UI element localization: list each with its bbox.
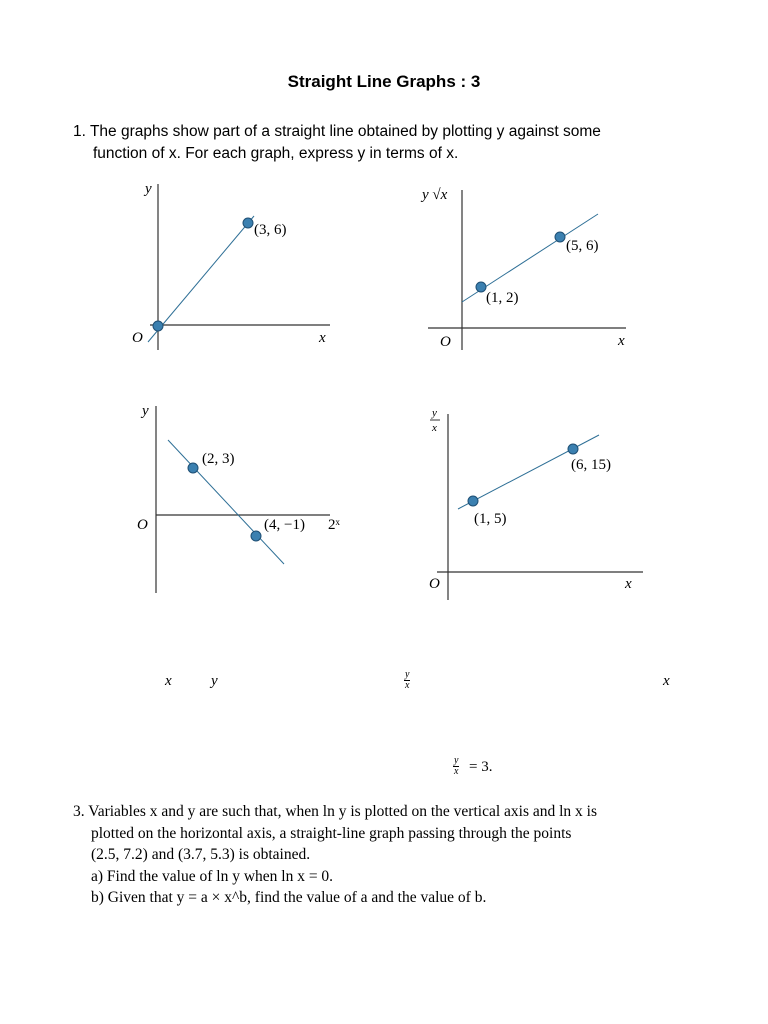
graph-1-line [148,216,254,342]
question-3-part-a: a) Find the value of ln y when ln x = 0. [91,867,334,885]
graph-4-x-label: x [625,576,632,592]
equation-fraction [453,756,459,777]
question-1-line-1: 1. The graphs show part of a straight line obtained by plotting y against some [73,123,601,140]
equation-fraction-den: x [454,766,459,777]
graph-2 [420,182,650,357]
graph-2-point-2-label: (5, 6) [566,238,599,254]
graph-4-y-label-den: x [432,422,437,434]
graph-1-y-label: y [145,181,152,197]
graph-2-point-2 [555,232,565,242]
graph-2-origin-label: O [440,334,451,350]
graph-4 [425,404,665,604]
graph-3-y-label: y [142,403,149,419]
fragment-fraction-num: y [405,669,410,680]
fragment-x-1: x [165,673,172,689]
graph-1 [130,178,350,353]
graph-3-point-2-label: (4, −1) [264,517,305,533]
graph-1-point-origin [153,321,163,331]
graph-3-x-label: 2ˣ [328,517,340,533]
graph-4-point-1 [468,496,478,506]
graph-2-point-1-label: (1, 2) [486,290,519,306]
graph-1-point-1 [243,218,253,228]
question-3-line-2: plotted on the horizontal axis, a straight-line graph passing through the points [91,824,572,842]
question-3-line-1: 3. Variables x and y are such that, when ln y is plotted on the vertical axis and ln x is [73,803,598,820]
graph-2-y-label: y √x [422,187,448,203]
fragment-fraction-den: x [405,680,410,691]
question-3-line-3: (2.5, 7.2) and (3.7, 5.3) is obtained. [91,846,311,863]
graph-1-point-1-label: (3, 6) [254,222,287,238]
graph-2-x-label: x [618,333,625,349]
graph-4-point-2-label: (6, 15) [571,457,611,473]
equation-rest: = 3. [469,759,493,775]
question-3-text [73,801,713,909]
fragment-fraction [404,670,410,691]
graph-3 [130,400,360,600]
question-3-part-b: b) Given that y = a × x^b, find the value of a and the value of b. [91,889,487,906]
graph-4-y-label-num: y [432,407,437,419]
fragment-x-2: x [663,673,670,689]
graph-1-x-label: x [319,330,326,346]
graph-1-origin-label: O [132,330,143,346]
graph-2-point-1 [476,282,486,292]
question-1-text [73,121,693,165]
page-title: Straight Line Graphs : 3 [287,72,481,91]
graph-4-origin-label: O [429,576,440,592]
graph-4-point-2 [568,444,578,454]
graph-3-origin-label: O [137,517,148,533]
question-1-line-2: function of x. For each graph, express y in terms of x. [93,145,459,162]
graph-3-point-1 [188,463,198,473]
graph-3-point-1-label: (2, 3) [202,451,235,467]
fragment-y-1: y [211,673,218,689]
graph-3-point-2 [251,531,261,541]
graph-4-point-1-label: (1, 5) [474,511,507,527]
equation-fraction-num: y [454,755,459,766]
